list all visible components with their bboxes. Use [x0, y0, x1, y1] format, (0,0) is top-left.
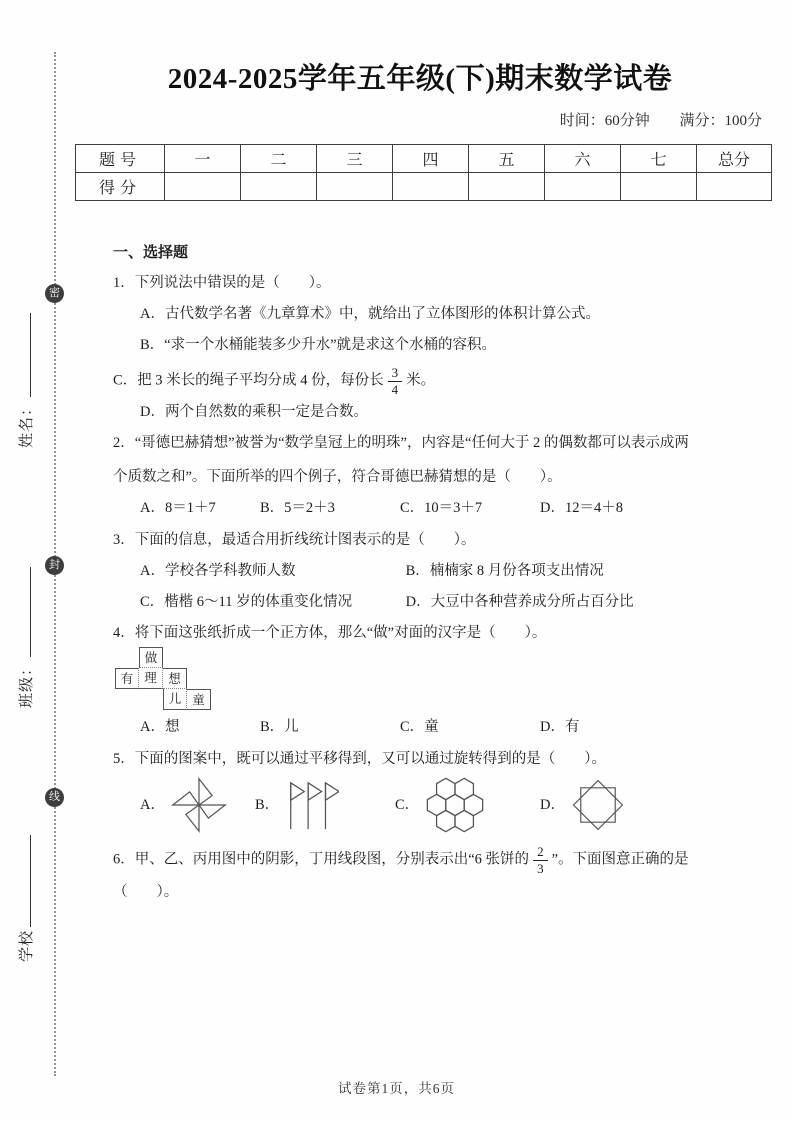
q3-option-c: C．楷楷 6～11 岁的体重变化情况: [140, 594, 353, 611]
q3-stem: 3．下面的信息，最适合用折线统计图表示的是（ ）。: [113, 532, 476, 549]
q6-stem-line1: [113, 845, 703, 875]
seal-badge-feng: 封: [45, 556, 64, 575]
class-field-label: [15, 567, 36, 708]
q3-options-row1: [140, 561, 703, 581]
fraction-two-thirds: $\frac{2}{3}$: [533, 845, 548, 875]
overlapping-squares-figure: [569, 776, 627, 834]
q1-option-c-suffix: 米。: [406, 372, 436, 389]
cube-net-figure: [115, 647, 215, 711]
q2-option-c: C．10＝3＋7: [400, 500, 483, 517]
score-table-cell: 四: [393, 145, 469, 173]
fraction-three-fourths: $\frac{3}{4}$: [388, 366, 403, 396]
score-table-score-row: [76, 173, 772, 201]
score-table-cell: 六: [545, 145, 621, 173]
name-fill-line: [26, 313, 31, 397]
score-cell-empty: [393, 173, 469, 201]
score-cell-empty: [317, 173, 393, 201]
q5-figures-row: [140, 771, 703, 839]
q5-option-c: [395, 773, 540, 837]
honeycomb-figure: [423, 773, 487, 837]
q6-stem-text: 6．甲、乙、丙用图中的阴影，丁用线段图，分别表示出“6 张饼的: [113, 851, 530, 868]
q3-option-b: B．楠楠家 8 月份各项支出情况: [405, 563, 604, 580]
class-label-text: 班级：: [19, 659, 35, 708]
q6-stem-suffix: ”。下面图意正确的是: [551, 851, 689, 868]
seal-badge-mi: 密: [45, 284, 64, 303]
score-cell-empty: [165, 173, 241, 201]
q1-option-c: [113, 366, 703, 396]
q5-stem: 5．下面的图案中，既可以通过平移得到，又可以通过旋转得到的是（ ）。: [113, 751, 606, 768]
q3-option-d: D．大豆中各种营养成分所占百分比: [405, 594, 634, 611]
q5-option-b: [255, 777, 395, 833]
q6-stem-line2: （ ）。: [113, 883, 179, 900]
score-table-cell: 七: [621, 145, 697, 173]
exam-full-score: 满分：100分: [679, 113, 762, 129]
net-cell-xiang: 想: [163, 668, 187, 689]
q1-option-b: B．“求一个水桶能装多少升水”就是求这个水桶的容积。: [140, 337, 497, 353]
q5-option-a: [140, 775, 255, 835]
name-label-text: 姓名：: [19, 399, 35, 448]
score-table-cell: 总分: [697, 145, 772, 173]
q5-option-d: [540, 776, 627, 834]
q1-option-d: D．两个自然数的乘积一定是合数。: [140, 404, 368, 421]
score-table-cell: 题号: [76, 145, 165, 173]
class-fill-line: [26, 567, 31, 657]
exam-info-line: [534, 109, 762, 130]
net-cell-er: 儿: [163, 689, 187, 710]
school-label-text: 学校: [19, 929, 35, 962]
section-title: 一、选择题: [113, 245, 189, 261]
score-table-cell: 一: [165, 145, 241, 173]
seal-badge-xian: 线: [45, 788, 64, 807]
q3-option-a: A．学校各学科教师人数: [140, 563, 296, 580]
q3-options-row2: [140, 592, 703, 612]
net-cell-tong: 童: [187, 689, 211, 710]
score-table-header-row: [76, 145, 772, 173]
q1-stem: 1．下列说法中错误的是（ ）。: [113, 275, 331, 291]
q5-label-d: D．: [540, 797, 565, 814]
q1-option-a: A．古代数学名著《九章算术》中，就给出了立体图形的体积计算公式。: [140, 306, 600, 322]
questions-area: [113, 243, 703, 913]
school-field-label: [15, 835, 36, 962]
score-table-cell: 五: [469, 145, 545, 173]
q4-option-b: B．儿: [260, 719, 299, 736]
net-cell-zuo: 做: [139, 647, 163, 668]
net-cell-you: 有: [115, 668, 139, 689]
q5-label-b: B．: [255, 797, 280, 814]
score-table: [75, 144, 772, 201]
exam-time: 时间：60分钟: [559, 113, 650, 129]
score-table-cell: 二: [241, 145, 317, 173]
q2-option-b: B．5＝2＋3: [260, 500, 335, 517]
q2-stem-line2: 个质数之和”。下面所举的四个例子，符合哥德巴赫猜想的是（ ）。: [113, 469, 562, 486]
score-row-label: 得分: [76, 173, 165, 201]
score-cell-empty: [469, 173, 545, 201]
page-title: 2024-2025学年五年级(下)期末数学试卷: [167, 63, 673, 95]
score-cell-empty: [545, 173, 621, 201]
q2-stem-line1: 2．“哥德巴赫猜想”被誉为“数学皇冠上的明珠”，内容是“任何大于 2 的偶数都可以表示成两: [113, 435, 689, 452]
score-cell-empty: [697, 173, 772, 201]
q2-option-a: A．8＝1＋7: [140, 500, 216, 517]
pinwheel-figure: [169, 775, 229, 835]
q5-label-a: A．: [140, 797, 165, 814]
q4-stem: 4．将下面这张纸折成一个正方体，那么“做”对面的汉字是（ ）。: [113, 625, 547, 642]
q2-option-d: D．12＝4＋8: [540, 500, 623, 517]
net-cell-li: 理: [139, 668, 163, 689]
q4-option-a: A．想: [140, 719, 180, 736]
q5-label-c: C．: [395, 797, 420, 814]
score-cell-empty: [241, 173, 317, 201]
q4-options-row: [140, 717, 703, 737]
q4-option-c: C．童: [400, 719, 439, 736]
name-field-label: [15, 313, 36, 448]
q1-option-c-text: C．把 3 米长的绳子平均分成 4 份，每份长: [113, 372, 384, 389]
score-cell-empty: [621, 173, 697, 201]
q4-option-d: D．有: [540, 719, 580, 736]
q2-options-row: [140, 498, 703, 518]
pennant-flags-figure: [283, 777, 339, 833]
school-fill-line: [26, 835, 31, 927]
page-footer: 试卷第1页，共6页: [338, 1081, 455, 1096]
score-table-cell: 三: [317, 145, 393, 173]
